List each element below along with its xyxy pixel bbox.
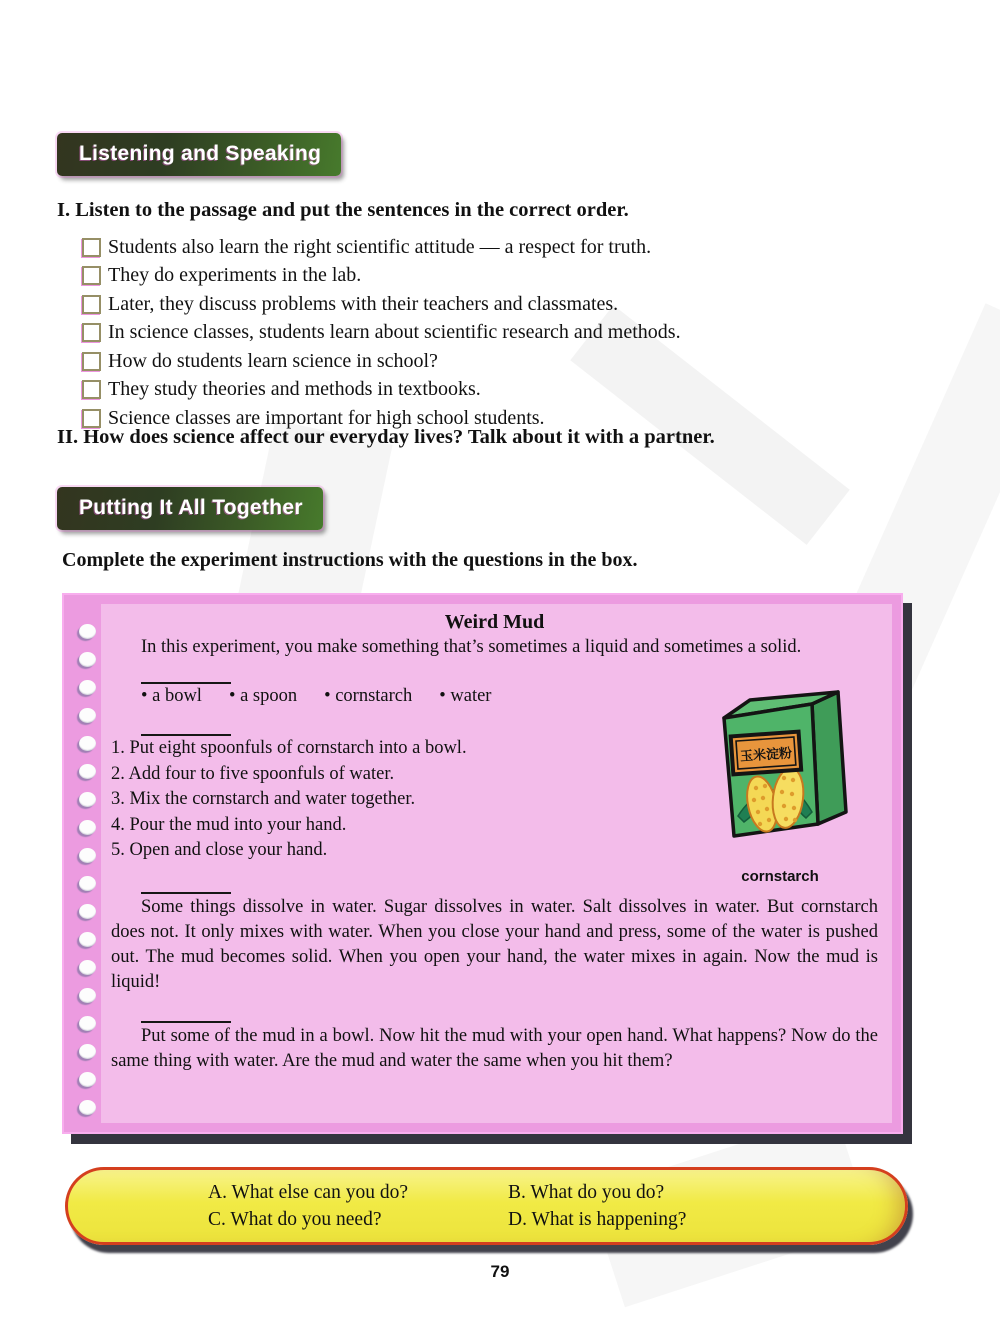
material-item: • water	[439, 684, 491, 709]
binder-hole	[79, 624, 96, 639]
sentence-text: Science classes are important for high school students.	[108, 406, 545, 429]
experiment-card-panel	[101, 604, 892, 1123]
experiment-intro: In this experiment, you make something that’s sometimes a liquid and sometimes a solid.	[141, 637, 802, 657]
sentence-row	[82, 233, 681, 262]
binder-hole	[79, 848, 96, 863]
experiment-card	[62, 593, 903, 1134]
material-item: • a bowl	[141, 684, 202, 709]
binder-hole	[79, 876, 96, 891]
order-checkbox[interactable]	[82, 238, 101, 257]
binder-hole	[79, 1016, 96, 1031]
explain-paragraph: Some things dissolve in water. Sugar dissolves in water. Salt dissolves in water. But cornstarch does not. It only mixes with water. When you close your hand and press, some of the water is pushed out. The mud becomes solid. When you open your hand, the water mixes in again. Now the mud is liquid!	[111, 896, 878, 992]
sentence-row	[82, 376, 681, 405]
binder-hole	[79, 904, 96, 919]
sentence-row	[82, 319, 681, 348]
fill-in-blank-3[interactable]	[141, 879, 231, 894]
binder-hole	[79, 960, 96, 975]
fill-in-blank-2[interactable]	[141, 721, 231, 736]
step-line: 3. Mix the cornstarch and water together.	[111, 789, 416, 809]
package-label-text: 玉米淀粉	[739, 746, 793, 765]
question-choices-box	[65, 1167, 908, 1245]
sentence-row	[82, 290, 681, 319]
binder-hole	[79, 1100, 96, 1115]
order-checkbox[interactable]	[82, 295, 101, 314]
material-item: • cornstarch	[324, 684, 412, 709]
order-checkbox[interactable]	[82, 409, 101, 428]
binder-hole	[79, 988, 96, 1003]
experiment-steps	[111, 736, 651, 864]
sentence-text: Students also learn the right scientific attitude — a respect for truth.	[108, 235, 652, 258]
binder-hole	[79, 764, 96, 779]
order-checkbox[interactable]	[82, 323, 101, 342]
try-paragraph: Put some of the mud in a bowl. Now hit the mud with your open hand. What happens? Now do the same thing with water. Are the mud and water the same when you hit them?	[111, 1025, 878, 1071]
question-option[interactable]: C. What do you need?	[208, 1208, 382, 1230]
binder-hole	[79, 736, 96, 751]
question-option[interactable]: A. What else can you do?	[208, 1181, 408, 1203]
binder-hole	[79, 652, 96, 667]
experiment-instruction: Complete the experiment instructions with the questions in the box.	[62, 549, 638, 571]
page-number: 79	[490, 1262, 510, 1281]
sentence-text: In science classes, students learn about scientific research and methods.	[108, 321, 681, 344]
fill-in-blank-1[interactable]	[141, 669, 231, 684]
step-line: 2. Add four to five spoonfuls of water.	[111, 763, 395, 784]
binder-hole	[79, 1044, 96, 1059]
section-banner-listening-and-speaking: Listening and Speaking	[57, 133, 341, 176]
sentence-text: They do experiments in the lab.	[108, 264, 362, 287]
binder-hole	[79, 932, 96, 947]
order-checkbox[interactable]	[82, 266, 101, 285]
step-line: 5. Open and close your hand.	[111, 840, 328, 860]
task1-heading: I. Listen to the passage and put the sentences in the correct order.	[57, 199, 629, 221]
binder-hole	[79, 1072, 96, 1087]
question-option[interactable]: B. What do you do?	[508, 1181, 665, 1203]
sentence-text: Later, they discuss problems with their teachers and classmates.	[108, 292, 619, 315]
order-checkbox[interactable]	[82, 380, 101, 399]
binder-hole	[79, 708, 96, 723]
binder-hole	[79, 792, 96, 807]
sentence-row	[82, 347, 681, 376]
order-checkbox[interactable]	[82, 352, 101, 371]
experiment-title: Weird Mud	[444, 611, 545, 633]
binder-hole	[79, 680, 96, 695]
sentence-text: They study theories and methods in textbooks.	[108, 378, 481, 401]
task2-heading: II. How does science affect our everyday lives? Talk about it with a partner.	[57, 426, 715, 448]
figure-caption: cornstarch	[741, 868, 819, 885]
fill-in-blank-4[interactable]	[141, 1008, 231, 1023]
binder-hole	[79, 820, 96, 835]
material-item: • a spoon	[229, 684, 297, 709]
sentence-order-list	[82, 233, 681, 433]
sentence-row	[82, 262, 681, 291]
section-banner-putting-it-all-together: Putting It All Together	[57, 487, 323, 530]
step-line: 4. Pour the mud into your hand.	[111, 814, 347, 835]
cornstarch-figure	[700, 666, 860, 889]
sentence-text: How do students learn science in school?	[108, 349, 438, 372]
question-option[interactable]: D. What is happening?	[508, 1208, 687, 1230]
step-line: 1. Put eight spoonfuls of cornstarch into a bowl.	[111, 738, 467, 758]
cornstarch-box-illustration	[700, 666, 860, 854]
binder-holes-column	[79, 624, 96, 1115]
